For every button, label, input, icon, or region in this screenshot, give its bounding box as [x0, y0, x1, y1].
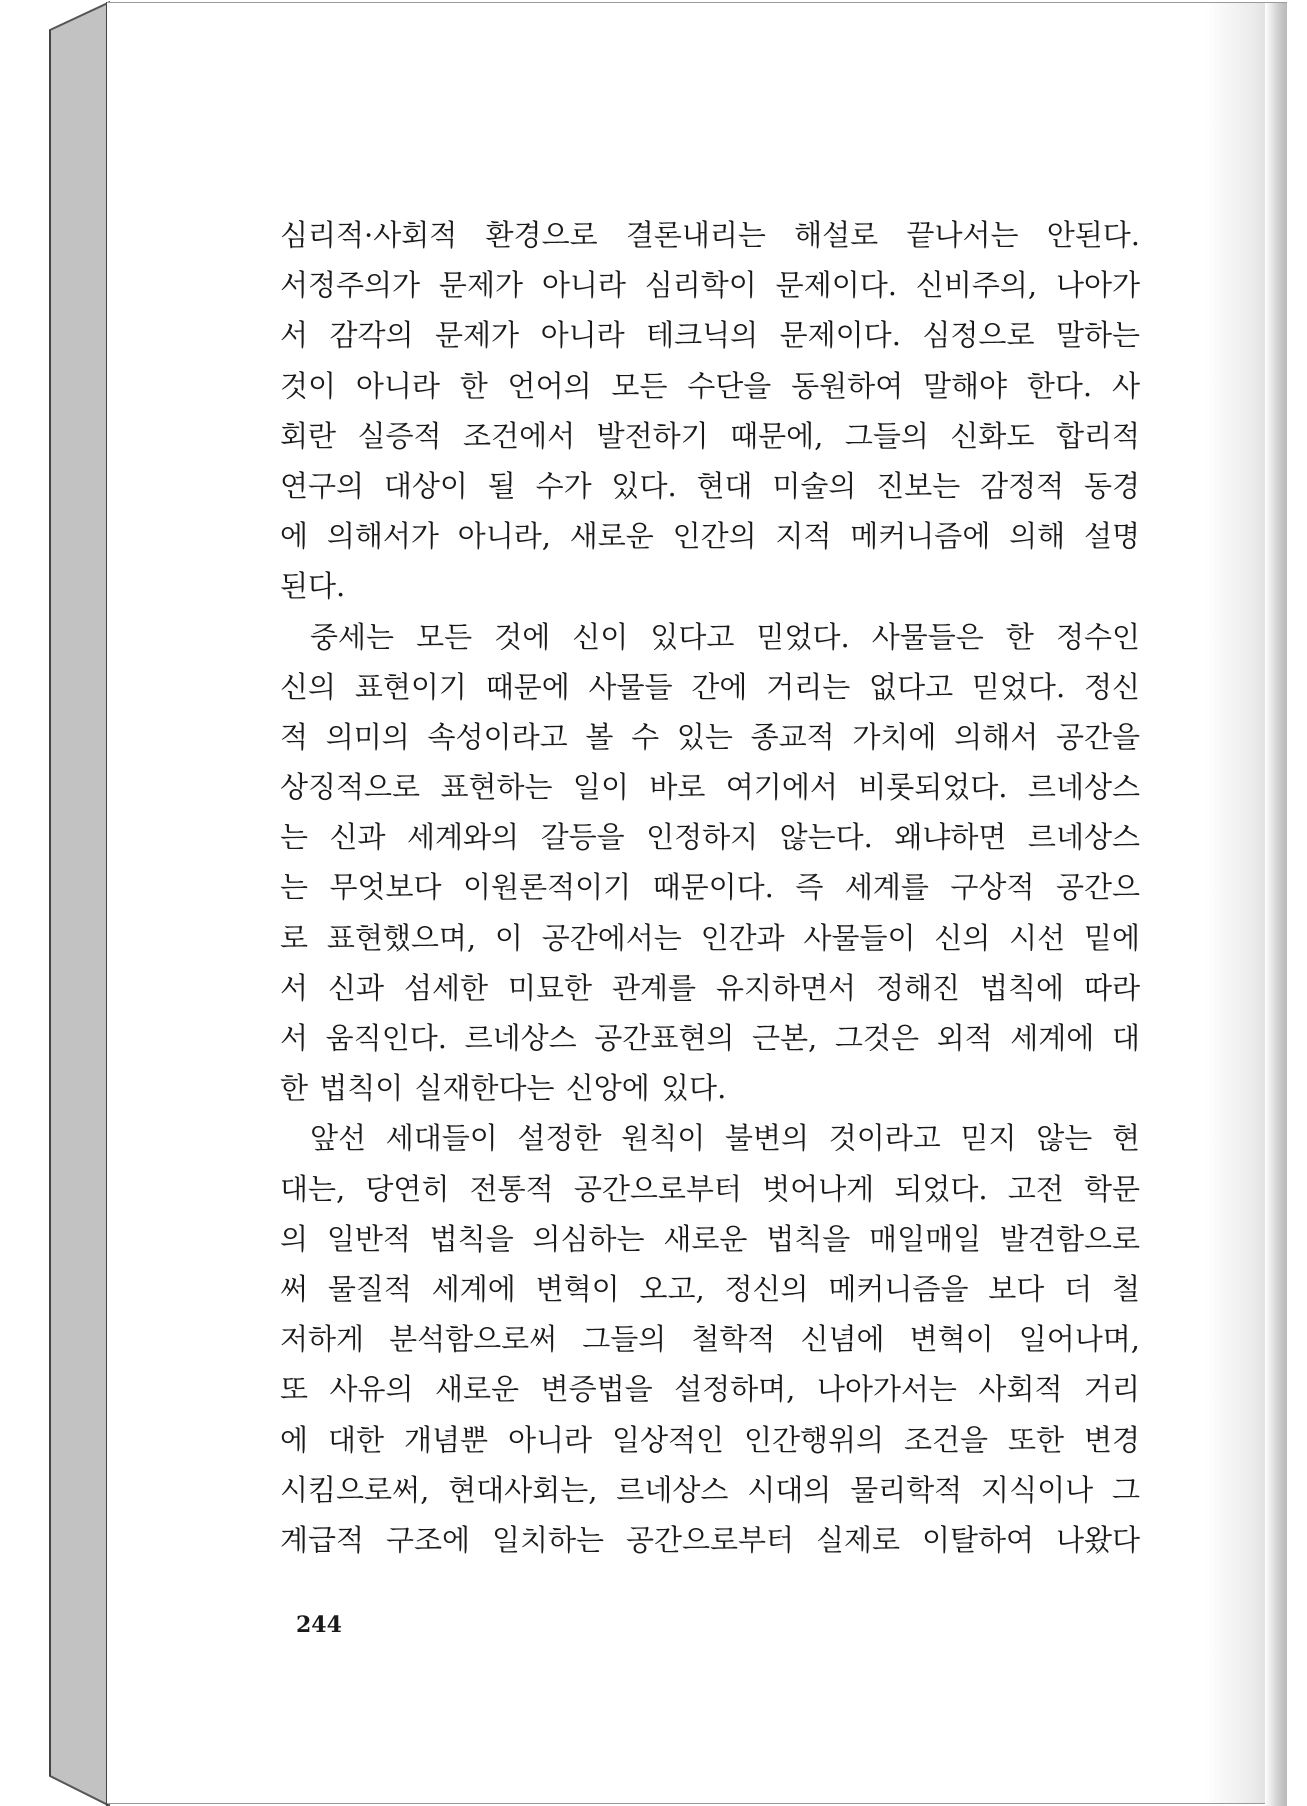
page-edge-shadow: [1265, 3, 1287, 1806]
text-line: 의 일반적 법칙을 의심하는 새로운 법칙을 매일매일 발견함으로: [280, 1221, 1140, 1256]
text-line: 는 무엇보다 이원론적이기 때문이다. 즉 세계를 구상적 공간으: [280, 870, 1140, 905]
paragraph: [280, 210, 1140, 612]
text-line: 대는, 당연히 전통적 공간으로부터 벗어나게 되었다. 고전 학문: [280, 1171, 1140, 1206]
text-line: 로 표현했으며, 이 공간에서는 인간과 사물들이 신의 시선 밑에: [280, 920, 1140, 955]
text-line: 된다.: [280, 569, 346, 604]
text-line: 앞선 세대들이 설정한 원칙이 불변의 것이라고 믿지 않는 현: [310, 1121, 1140, 1156]
text-line: 또 사유의 새로운 변증법을 설정하며, 나아가서는 사회적 거리: [280, 1372, 1140, 1407]
text-line: 회란 실증적 조건에서 발전하기 때문에, 그들의 신화도 합리적: [280, 418, 1140, 453]
text-line: 신의 표현이기 때문에 사물들 간에 거리는 없다고 믿었다. 정신: [280, 669, 1140, 704]
text-line: 것이 아니라 한 언어의 모든 수단을 동원하여 말해야 한다. 사: [280, 368, 1140, 403]
text-line: 적 의미의 속성이라고 볼 수 있는 종교적 가치에 의해서 공간을: [280, 719, 1140, 754]
text-line: 시킴으로써, 현대사회는, 르네상스 시대의 물리학적 지식이나 그: [280, 1472, 1140, 1507]
text-line: 연구의 대상이 될 수가 있다. 현대 미술의 진보는 감정적 동경: [280, 468, 1140, 503]
text-line: 는 신과 세계와의 갈등을 인정하지 않는다. 왜냐하면 르네상스: [280, 820, 1140, 855]
paragraph: [280, 1113, 1140, 1565]
text-line: 심리적·사회적 환경으로 결론내리는 해설로 끝나서는 안된다.: [280, 218, 1140, 252]
text-line: 서 움직인다. 르네상스 공간표현의 근본, 그것은 외적 세계에 대: [280, 1021, 1140, 1055]
text-line: 에 대한 개념뿐 아니라 일상적인 인간행위의 조건을 또한 변경: [280, 1422, 1140, 1457]
text-line: 계급적 구조에 일치하는 공간으로부터 실제로 이탈하여 나왔다: [280, 1522, 1140, 1557]
text-line: 한 법칙이 실재한다는 신앙에 있다.: [280, 1071, 727, 1106]
text-line: 서 신과 섬세한 미묘한 관계를 유지하면서 정해진 법칙에 따라: [280, 970, 1140, 1005]
text-line: 저하게 분석함으로써 그들의 철학적 신념에 변혁이 일어나며,: [280, 1322, 1140, 1357]
body-text: [280, 210, 1140, 1565]
paragraph: [280, 612, 1140, 1114]
book-spine: [0, 0, 110, 1806]
text-line: 서정주의가 문제가 아니라 심리학이 문제이다. 신비주의, 나아가: [280, 268, 1140, 303]
page-number: 244: [296, 1612, 342, 1638]
text-line: 상징적으로 표현하는 일이 바로 여기에서 비롯되었다. 르네상스: [280, 770, 1140, 805]
text-line: 에 의해서가 아니라, 새로운 인간의 지적 메커니즘에 의해 설명: [280, 519, 1140, 554]
text-line: 중세는 모든 것에 신이 있다고 믿었다. 사물들은 한 정수인: [310, 619, 1140, 654]
text-line: 서 감각의 문제가 아니라 테크닉의 문제이다. 심정으로 말하는: [280, 318, 1140, 353]
text-line: 써 물질적 세계에 변혁이 오고, 정신의 메커니즘을 보다 더 철: [280, 1271, 1140, 1306]
